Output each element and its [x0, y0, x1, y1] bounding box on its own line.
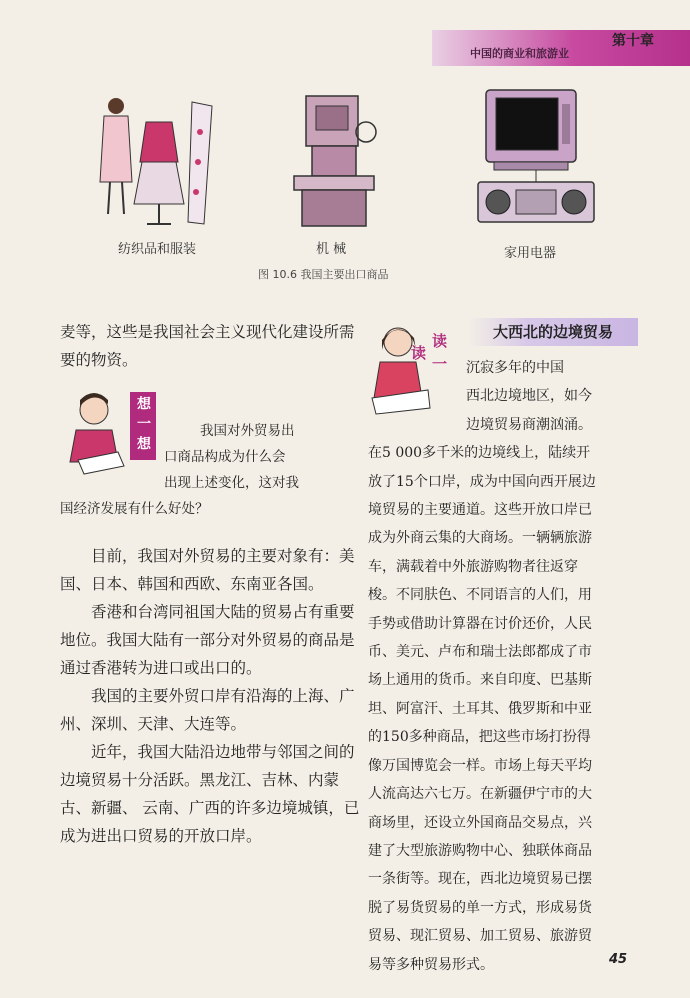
read-line: 梭。不同肤色、不同语言的人们，用: [368, 587, 592, 604]
think-line: 口商品构成为什么会: [164, 449, 286, 465]
read-line: 车，满载着中外旅游购物者往返穿: [368, 558, 578, 575]
paragraph-hongkong-taiwan: 香港和台湾同祖国大陆的贸易占有重要地位。我国大陆有一部分对外贸易的商品是通过香港转为进口或出口的。: [60, 603, 355, 677]
appliance-icon: [474, 86, 598, 232]
read-line: 成为外商云集的大商场。一辆辆旅游: [368, 530, 592, 547]
read-line: 在5 000多千米的边境线上，陆续开: [368, 445, 591, 462]
read-line: 币、美元、卢布和瑞士法郎都成了市: [368, 644, 592, 661]
read-line: 沉寂多年的中国: [466, 360, 564, 376]
chapter-subtitle: 中国的商业和旅游业: [470, 47, 569, 60]
machinery-icon: [286, 92, 386, 232]
read-body: [368, 354, 656, 979]
think-line: 国经济发展有什么好处？: [60, 501, 209, 517]
read-line: 商场里，还设立外国商品交易点，兴: [368, 814, 592, 831]
left-intro: [60, 318, 360, 374]
read-line: 建了大型旅游购物中心、独联体商品: [368, 842, 592, 859]
paragraph-trade-partners: 目前，我国对外贸易的主要对象有：美国、日本、韩国和西欧、东南亚各国。: [60, 547, 355, 593]
read-line: 贸易、现汇贸易、加工贸易、旅游贸: [368, 928, 592, 945]
read-line: 边境贸易商潮汹涌。: [466, 416, 592, 433]
read-line: 脱了易货贸易的单一方式，形成易货: [368, 899, 592, 916]
think-line: 我国对外贸易出: [200, 423, 295, 439]
paragraph-border-trade: 近年，我国大陆沿边地带与邻国之间的边境贸易十分活跃。黑龙江、吉林、内蒙古、新疆、 云南、广西的许多边境城镇，已成为进出口贸易的开放口岸。: [60, 743, 360, 845]
read-line: 坦、阿富汗、土耳其、俄罗斯和中亚: [368, 700, 592, 717]
figure-title: 图 10.6 我国主要出口商品: [258, 268, 389, 281]
read-title: 大西北的边境贸易: [468, 318, 638, 346]
figure-caption-appliance: 家用电器: [504, 246, 557, 261]
figure-caption-clothing: 纺织品和服装: [118, 242, 197, 257]
think-line: 出现上述变化，这对我: [164, 475, 299, 491]
read-line: 手势或借助计算器在讨价还价，人民: [368, 615, 592, 632]
think-question: [60, 418, 360, 522]
read-label: 读一读: [409, 333, 448, 379]
read-line: 像万国博览会一样。市场上每天平均: [368, 757, 592, 774]
intro-paragraph: 麦等，这些是我国社会主义现代化建设所需要的物资。: [60, 323, 355, 369]
clothing-icon: [92, 92, 232, 232]
read-line: 场上通用的货币。来自印度、巴基斯: [368, 672, 592, 689]
read-line: 的150多种商品，把这些市场打扮得: [368, 729, 591, 746]
chapter-number: 第十章: [612, 33, 654, 49]
read-line: 易等多种贸易形式。: [368, 956, 494, 973]
figure-caption-machinery: 机 械: [316, 242, 347, 257]
paragraph-ports: 我国的主要外贸口岸有沿海的上海、广州、深圳、天津、大连等。: [60, 687, 355, 733]
read-line: 人流高达六七万。在新疆伊宁市的大: [368, 786, 592, 803]
think-label: 想一想: [130, 392, 156, 460]
read-line: 一条街等。现在，西北边境贸易已摆: [368, 871, 592, 888]
read-line: 西北边境地区，如今: [466, 388, 592, 405]
left-body: [60, 542, 360, 850]
page-number: 45: [609, 952, 628, 967]
read-line: 境贸易的主要通道。这些开放口岸已: [368, 502, 592, 519]
read-line: 放了15个口岸，成为中国向西开展边: [368, 473, 596, 490]
